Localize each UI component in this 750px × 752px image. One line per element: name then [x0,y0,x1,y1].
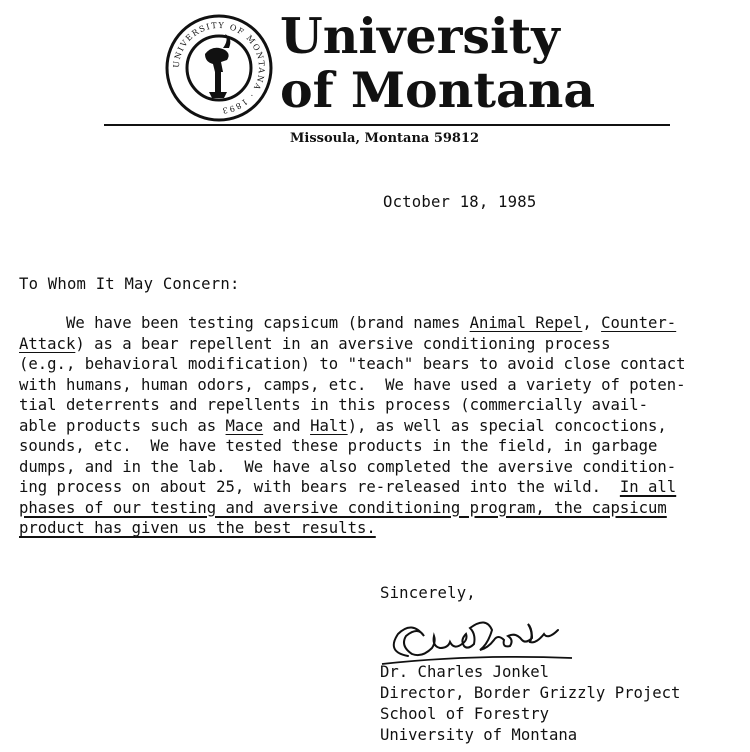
signature-block [380,662,680,746]
letterhead-rule [104,124,670,126]
body-line: with humans, human odors, camps, etc. We have used a variety of poten- [19,375,686,394]
body-line: dumps, and in the lab. We have also completed the aversive condition- [19,457,677,476]
body-text: able products such as [19,416,226,435]
signer-name: Dr. Charles Jonkel [380,663,549,681]
body-text: We have been testing capsicum (brand names [19,314,470,332]
letter-date: October 18, 1985 [383,193,537,211]
letter-body [19,313,731,539]
emphasis-line: product has given us the best results. [19,519,376,537]
body-line [19,416,731,437]
signer-title: Director, Border Grizzly Project [380,684,681,702]
body-text: and [263,416,311,435]
signer-school: School of Forestry [380,705,549,723]
body-line: (e.g., behavioral modification) to "teach" bears to avoid close contact [19,355,686,373]
body-line [19,477,731,498]
university-name-line-2: of Montana [280,61,596,119]
body-text: ) as a bear repellent in an aversive conditioning process [75,334,611,353]
body-text: , [582,314,602,332]
salutation: To Whom It May Concern: [19,275,240,293]
emphasis-line: phases of our testing and aversive conditioning program, the capsicum [19,498,667,517]
emphasis-text: In all [619,478,677,496]
body-line: sounds, etc. We have tested these products in the field, in garbage [19,437,658,455]
svg-text:UNIVERSITY OF MONTANA · 1893: UNIVERSITY OF MONTANA · 1893 [171,20,267,116]
body-text: ing process on about 25, with bears re-released into the wild. [19,478,620,496]
brand-counter-attack-part2: Attack [19,334,76,353]
university-name-line-1: University [280,7,560,65]
university-seal [165,14,273,122]
closing: Sincerely, [380,584,476,602]
body-line: tial deterrents and repellents in this process (commercially avail- [19,396,649,414]
letterhead-address: Missoula, Montana 59812 [290,131,480,146]
brand-halt: Halt [310,416,348,435]
brand-mace: Mace [225,416,264,435]
signer-university: University of Montana [380,726,578,744]
brand-animal-repel: Animal Repel [469,314,583,332]
body-line [19,313,731,334]
brand-counter-attack-part1: Counter- [601,314,677,332]
body-text: ), as well as special concoctions, [347,416,667,435]
body-line [19,334,731,355]
